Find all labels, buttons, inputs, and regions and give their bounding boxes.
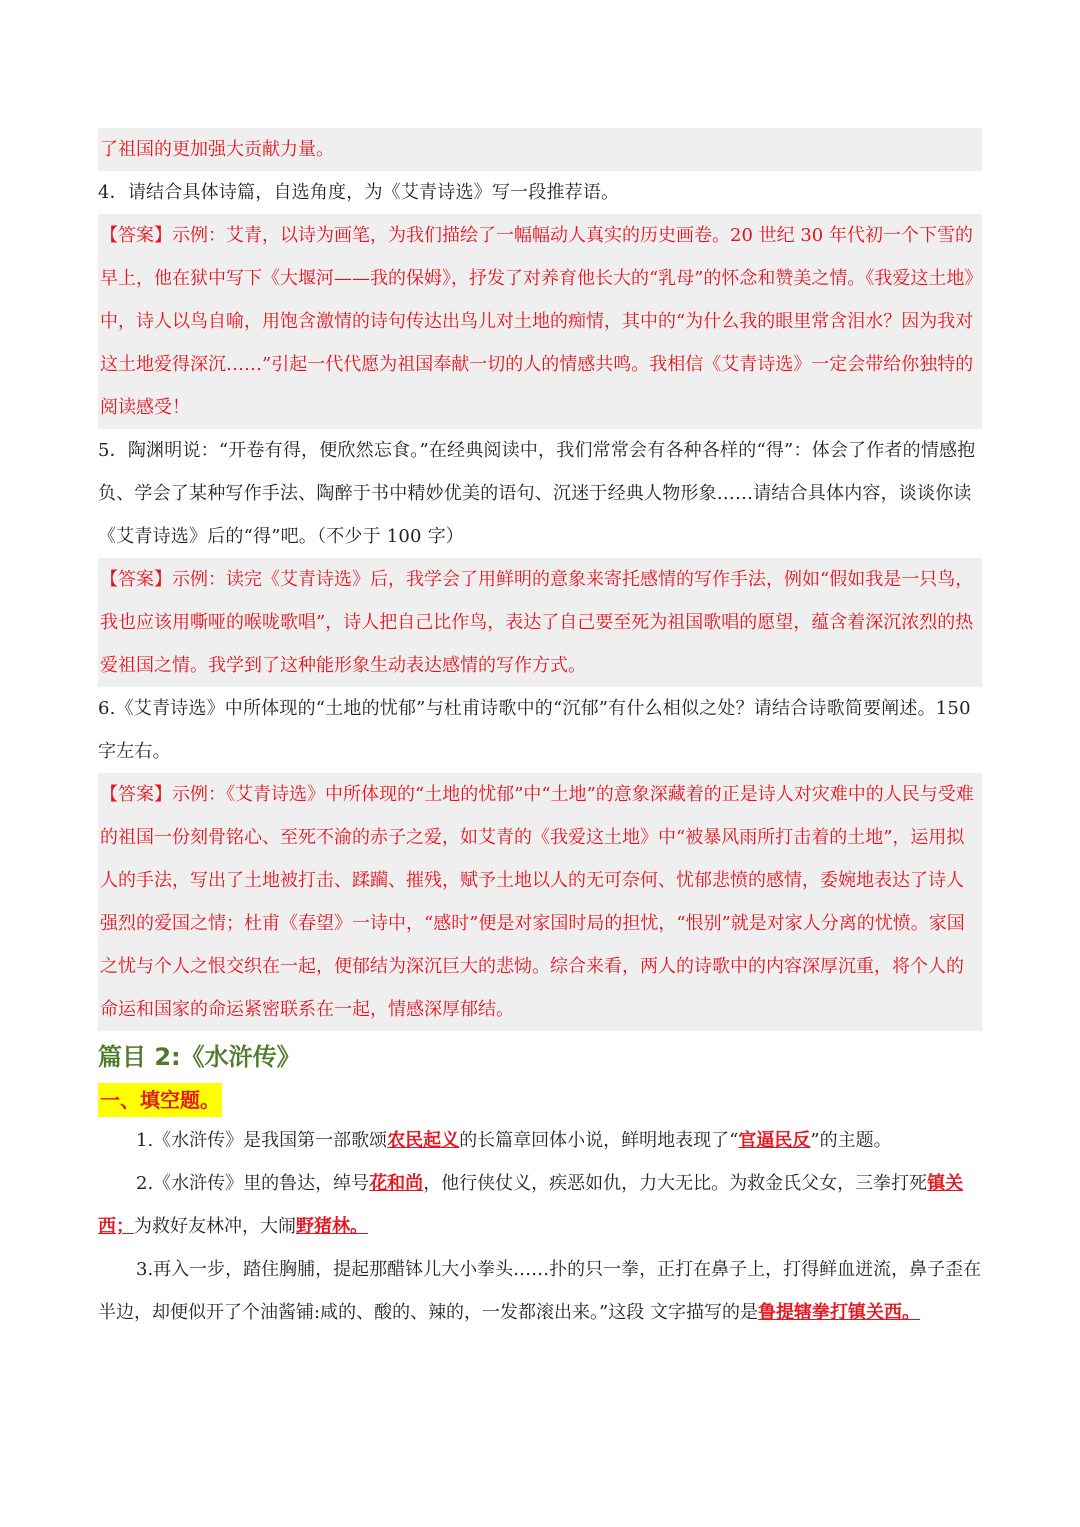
question-6: 6.《艾青诗选》中所体现的“土地的忧郁”与杜甫诗歌中的“沉郁”有什么相似之处？请结合诗歌简要阐述。150 字左右。 <box>98 698 971 762</box>
subtitle-wrap <box>98 1081 982 1119</box>
fill1-blank-1: 农民起义 <box>387 1130 460 1151</box>
question-4: 4．请结合具体诗篇，自选角度，为《艾青诗选》写一段推荐语。 <box>98 182 620 203</box>
fill2-blank-1: 花和尚 <box>369 1173 424 1194</box>
fill2-text-a: 2.《水浒传》里的鲁达，绰号 <box>136 1173 370 1194</box>
fill3-blank-1: 鲁提辖拳打镇关西。 <box>758 1302 920 1323</box>
document-page <box>98 128 982 1334</box>
answer-q6-text: 示例：《艾青诗选》中所体现的“土地的忧郁”中“土地”的意象深藏着的正是诗人对灾难中的人民与受难的祖国一份刻骨铭心、至死不渝的赤子之爱，如艾青的《我爱这土地》中“被暴风雨所打击着的土地”，运用拟人的手法，写出了土地被打击、蹂躏、摧残，赋予土地以人的无可奈何、忧郁悲愤的感情，委婉地表达了诗人强烈的爱国之情；杜甫《春望》一诗中，“感时”便是对家国时局的担忧，“恨别”就是对家人分离的忧愤。家国之忧与个人之恨交织在一起，便郁结为深沉巨大的悲恸。综合来看，两人的诗歌中的内容深厚沉重，将个人的命运和国家的命运紧密联系在一起，情感深厚郁结。 <box>100 784 974 1020</box>
fill2-blank-3: 野猪林。 <box>296 1216 368 1237</box>
fill-item-3 <box>98 1248 982 1334</box>
fill2-text-d: 为救好友林冲，大闹 <box>134 1216 296 1237</box>
answer-q3-tail-text: 了祖国的更加强大贡献力量。 <box>100 139 334 160</box>
fill-item-2 <box>98 1162 982 1248</box>
fill1-text-a: 1.《水浒传》是我国第一部歌颂 <box>136 1130 388 1151</box>
fill1-blank-2: 官逼民反 <box>738 1130 811 1151</box>
answer-q5-text: 示例：读完《艾青诗选》后，我学会了用鲜明的意象来寄托感情的写作手法，例如“假如我是一只鸟，我也应该用嘶哑的喉咙歌唱”，诗人把自己比作鸟，表达了自己要至死为祖国歌唱的愿望，蕴含着深沉浓烈的热爱祖国之情。我学到了这种能形象生动表达感情的写作方式。 <box>100 569 974 676</box>
answer-tag: 【答案】 <box>100 784 172 805</box>
fill3-text-a: 3.再入一步，踏住胸脯，提起那醋钵儿大小拳头……扑的只一拳，正打在鼻子上，打得鲜血迸流，鼻子歪在半边，却便似开了个油酱铺:咸的、酸的、辣的，一发都滚出来。”这段 文字描写的是 <box>98 1259 982 1323</box>
answer-q3-tail <box>98 128 982 171</box>
answer-q4 <box>98 214 982 429</box>
answer-tag: 【答案】 <box>100 569 172 590</box>
answer-q5 <box>98 558 982 687</box>
section-title: 篇目 2:《水浒传》 <box>98 1043 301 1071</box>
section-subtitle: 一、填空题。 <box>98 1083 222 1117</box>
fill1-text-c: 的长篇章回体小说，鲜明地表现了“ <box>459 1130 739 1151</box>
question-5: 5．陶渊明说：“开卷有得，便欣然忘食。”在经典阅读中，我们常常会有各种各样的“得”：体会了作者的情感抱负、学会了某种写作手法、陶醉于书中精妙优美的语句、沉迷于经典人物形象……请结合具体内容，谈谈你读《艾青诗选》后的“得”吧。（不少于 100 字） <box>98 440 976 547</box>
fill2-text-c: ，他行侠仗义，疾恶如仇，力大无比。为救金氏父女，三拳打死 <box>423 1173 928 1194</box>
answer-tag: 【答案】 <box>100 225 172 246</box>
fill2-blank-2: 镇关西； <box>98 1173 964 1237</box>
answer-q6 <box>98 773 982 1031</box>
answer-q4-text: 示例：艾青，以诗为画笔，为我们描绘了一幅幅动人真实的历史画卷。20 世纪 30 年代初一个下雪的早上，他在狱中写下《大堰河——我的保姆》，抒发了对养育他长大的“乳母”的怀念和赞美之情。《我爱这土地》中，诗人以鸟自喻，用饱含激情的诗句传达出鸟儿对土地的痴情，其中的“为什么我的眼里常含泪水？因为我对这土地爱得深沉……”引起一代代愿为祖国奉献一切的人的情感共鸣。我相信《艾青诗选》一定会带给你独特的阅读感受！ <box>100 225 974 418</box>
fill1-text-d: ”的主题。 <box>810 1130 892 1151</box>
fill-item-1 <box>98 1119 982 1162</box>
